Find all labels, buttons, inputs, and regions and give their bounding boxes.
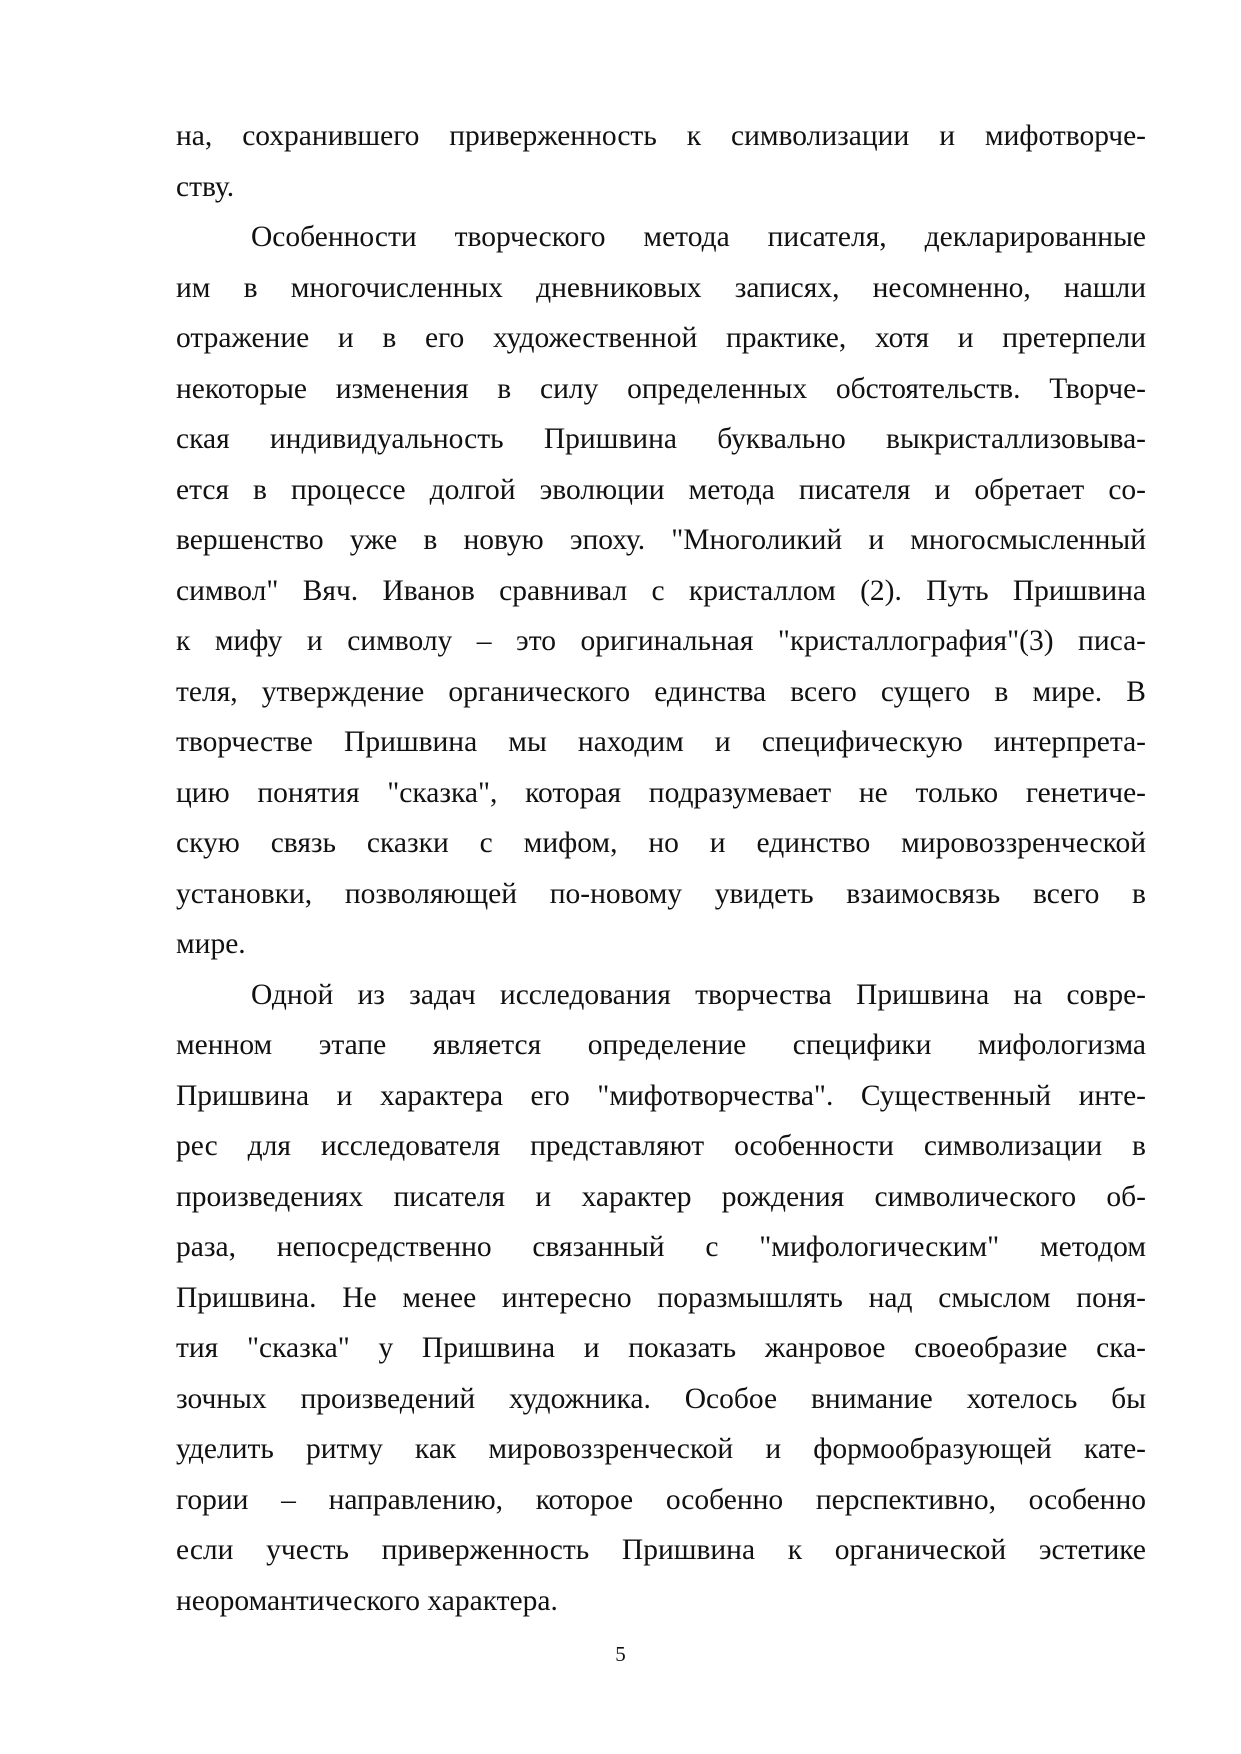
text-line: ется в процессе долгой эволюции метода писателя и обретает со- xyxy=(176,473,1146,506)
text-line: цию понятия "сказка", которая подразумевает не только генетиче- xyxy=(176,776,1146,809)
text-line: зочных произведений художника. Особое внимание хотелось бы xyxy=(176,1382,1146,1415)
text-line: Одной из задач исследования творчества Пришвина на совре- xyxy=(251,978,1146,1011)
text-line: неоромантического характера. xyxy=(176,1584,558,1617)
paragraph xyxy=(176,212,1146,970)
text-line: произведениях писателя и характер рождения символического об- xyxy=(176,1180,1146,1213)
text-line: к мифу и символу – это оригинальная "кристаллография"(3) писа- xyxy=(176,625,1146,657)
text-line: мире. xyxy=(176,928,246,960)
text-line: рес для исследователя представляют особенности символизации в xyxy=(176,1130,1146,1162)
text-line: тия "сказка" у Пришвина и показать жанровое своеобразие ска- xyxy=(176,1332,1146,1364)
paragraph xyxy=(176,111,1146,212)
text-line: установки, позволяющей по-новому увидеть взаимосвязь всего в xyxy=(176,877,1146,910)
text-line: Особенности творческого метода писателя, декларированные xyxy=(251,221,1146,253)
text-line: если учесть приверженность Пришвина к органической эстетике xyxy=(176,1534,1146,1566)
text-line: теля, утверждение органического единства всего сущего в мире. В xyxy=(176,675,1146,708)
page-number: 5 xyxy=(615,1642,626,1666)
text-line: Пришвина и характера его "мифотворчества". Существенный инте- xyxy=(176,1079,1146,1112)
text-line: ству. xyxy=(176,170,235,203)
text-line: уделить ритму как мировоззренческой и формообразующей кате- xyxy=(176,1433,1146,1465)
text-line: символ" Вяч. Иванов сравнивал с кристаллом (2). Путь Пришвина xyxy=(176,574,1146,607)
text-line: раза, непосредственно связанный с "мифологическим" методом xyxy=(176,1231,1146,1263)
text-line: им в многочисленных дневниковых записях, несомненно, нашли xyxy=(176,271,1146,304)
text-line: гории – направлению, которое особенно перспективно, особенно xyxy=(176,1483,1146,1516)
text-line: творчестве Пришвина мы находим и специфическую интерпрета- xyxy=(176,726,1146,758)
text-line: отражение и в его художественной практике, хотя и претерпели xyxy=(176,322,1146,354)
text-line: скую связь сказки с мифом, но и единство мировоззренческой xyxy=(176,827,1146,859)
body-text xyxy=(176,111,1146,1626)
paragraph xyxy=(176,970,1146,1627)
text-line: вершенство уже в новую эпоху. "Многоликий и многосмысленный xyxy=(176,524,1146,556)
text-line: менном этапе является определение специфики мифологизма xyxy=(176,1029,1146,1061)
text-line: на, сохранившего приверженность к символизации и мифотворче- xyxy=(176,120,1146,152)
text-line: ская индивидуальность Пришвина буквально выкристаллизовыва- xyxy=(176,423,1146,455)
text-line: некоторые изменения в силу определенных обстоятельств. Творче- xyxy=(176,372,1146,405)
text-line: Пришвина. Не менее интересно поразмышлять над смыслом поня- xyxy=(176,1281,1146,1314)
